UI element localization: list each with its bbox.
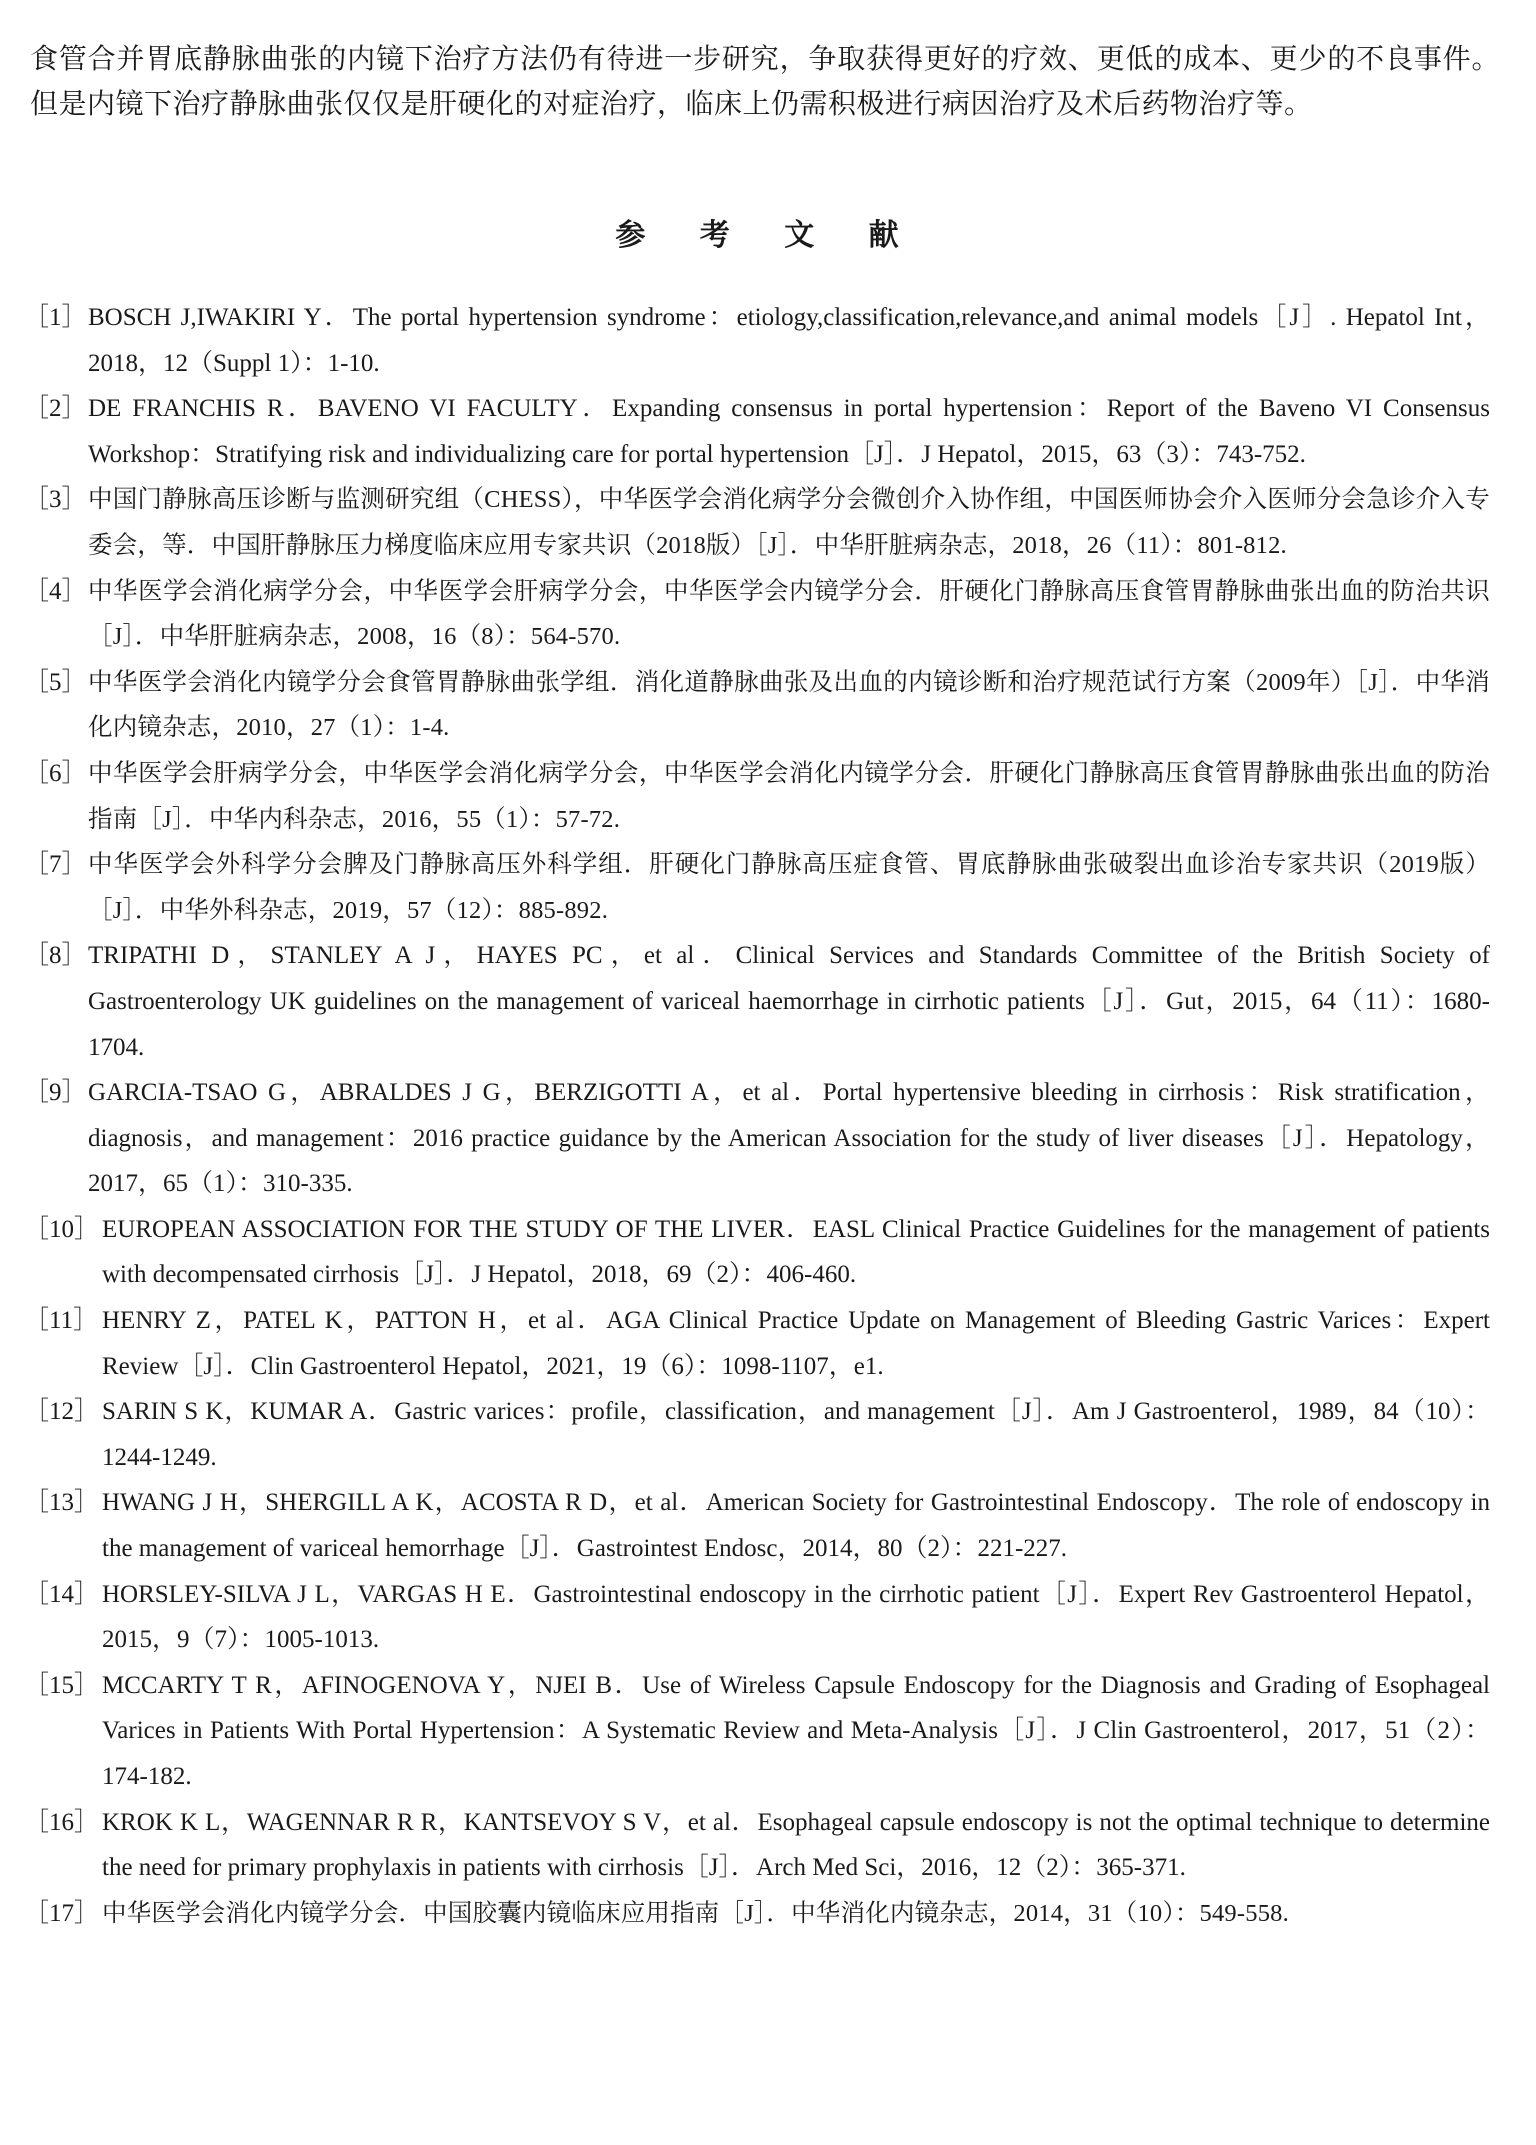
reference-item xyxy=(24,386,1490,477)
reference-number: ［10］ xyxy=(24,1215,100,1243)
intro-paragraph: 食管合并胃底静脉曲张的内镜下治疗方法仍有待进一步研究，争取获得更好的疗效、更低的成本、更少的不良事件。但是内镜下治疗静脉曲张仅仅是肝硬化的对症治疗，临床上仍需积极进行病因治疗及术后药物治疗等。 xyxy=(30,42,1500,120)
reference-item xyxy=(24,933,1490,1070)
reference-item xyxy=(24,751,1490,842)
reference-text: 中华医学会消化内镜学分会．中国胶囊内镜临床应用指南［J］．中华消化内镜杂志，2014，31（10）：549-558. xyxy=(102,1899,1289,1927)
reference-text: TRIPATHI D，STANLEY A J，HAYES PC，et al．Clinical Services and Standards Committee of the British Society of Gastroenterology UK guidelines on the management of variceal haemorrhage in cirrhotic patients［J］．Gut，2015，64（11）：1680-1704. xyxy=(88,942,1490,1061)
reference-number: ［6］ xyxy=(24,759,87,787)
reference-number: ［3］ xyxy=(24,486,87,514)
reference-text: 中华医学会肝病学分会，中华医学会消化病学分会，中华医学会消化内镜学分会．肝硬化门静脉高压食管胃静脉曲张出血的防治指南［J］．中华内科杂志，2016，55（1）：57-72. xyxy=(88,759,1490,833)
reference-item xyxy=(24,660,1490,751)
reference-number: ［11］ xyxy=(24,1307,99,1335)
reference-item xyxy=(24,1800,1490,1891)
references-heading: 参 考 文 献 xyxy=(615,218,921,253)
reference-text: 中华医学会消化病学分会，中华医学会肝病学分会，中华医学会内镜学分会．肝硬化门静脉高压食管胃静脉曲张出血的防治共识［J］．中华肝脏病杂志，2008，16（8）：564-570. xyxy=(88,577,1490,651)
reference-number: ［15］ xyxy=(24,1671,100,1699)
reference-number: ［2］ xyxy=(24,395,87,423)
reference-number: ［14］ xyxy=(24,1580,100,1608)
reference-number: ［4］ xyxy=(24,577,87,605)
reference-number: ［7］ xyxy=(24,851,87,879)
reference-list xyxy=(24,295,1490,1936)
reference-number: ［16］ xyxy=(24,1808,100,1836)
reference-text: KROK K L，WAGENNAR R R，KANTSEVOY S V，et al．Esophageal capsule endoscopy is not the optimal technique to determine the need for primary prophylaxis in patients with cirrhosis［J］．Arch Med Sci，2016，12（2）：365-371. xyxy=(102,1808,1490,1882)
reference-item xyxy=(24,1070,1490,1207)
reference-number: ［9］ xyxy=(24,1079,87,1107)
reference-number: ［5］ xyxy=(24,668,87,696)
reference-item xyxy=(24,1663,1490,1800)
reference-text: HWANG J H，SHERGILL A K，ACOSTA R D，et al．American Society for Gastrointestinal Endoscopy．The role of endoscopy in the management of variceal hemorrhage［J］．Gastrointest Endosc，2014，80（2）：221-227. xyxy=(102,1489,1490,1563)
reference-number: ［8］ xyxy=(24,942,87,970)
reference-number: ［13］ xyxy=(24,1489,100,1517)
reference-number: ［17］ xyxy=(24,1899,100,1927)
reference-item xyxy=(24,1298,1490,1389)
reference-text: DE FRANCHIS R．BAVENO VI FACULTY．Expanding consensus in portal hypertension：Report of the Baveno VI Consensus Workshop：Stratifying risk and individualizing care for portal hypertension［J］．J Hepatol，2015，63（3）：743-752. xyxy=(88,395,1490,468)
reference-text: 中华医学会消化内镜学分会食管胃静脉曲张学组．消化道静脉曲张及出血的内镜诊断和治疗规范试行方案（2009年）［J］．中华消化内镜杂志，2010，27（1）：1-4. xyxy=(88,668,1490,742)
reference-item xyxy=(24,1891,1490,1937)
reference-number: ［1］ xyxy=(24,304,87,331)
reference-item xyxy=(24,1572,1490,1663)
reference-text: MCCARTY T R，AFINOGENOVA Y，NJEI B．Use of Wireless Capsule Endoscopy for the Diagnosis and Grading of Esophageal Varices in Patients With Portal Hypertension：A Systematic Review and Meta-Analysis［J］．J Clin Gastroenterol，2017，51（2）：174-182. xyxy=(102,1671,1490,1790)
reference-text: HENRY Z，PATEL K，PATTON H，et al．AGA Clinical Practice Update on Management of Bleeding Gastric Varices：Expert Review［J］．Clin Gastroenterol Hepatol，2021，19（6）：1098-1107，e1. xyxy=(102,1307,1490,1380)
reference-item xyxy=(24,569,1490,660)
reference-text: GARCIA-TSAO G，ABRALDES J G，BERZIGOTTI A，et al．Portal hypertensive bleeding in cirrhosis：Risk stratification，diagnosis，and management：2016 practice guidance by the American Association for the study of liver diseases［J］．Hepatology，2017，65（1）：310-335. xyxy=(88,1079,1490,1198)
reference-item xyxy=(24,295,1490,386)
reference-text: 中国门静脉高压诊断与监测研究组（CHESS），中华医学会消化病学分会微创介入协作组，中国医师协会介入医师分会急诊介入专委会，等．中国肝静脉压力梯度临床应用专家共识（2018版）［J］．中华肝脏病杂志，2018，26（11）：801-812. xyxy=(88,486,1490,559)
reference-text: HORSLEY-SILVA J L，VARGAS H E．Gastrointestinal endoscopy in the cirrhotic patient［J］．Expert Rev Gastroenterol Hepatol，2015，9（7）：1005-1013. xyxy=(102,1580,1490,1654)
reference-text: SARIN S K，KUMAR A．Gastric varices：profile，classification，and management［J］．Am J Gastroenterol，1989，84（10）：1244-1249. xyxy=(102,1398,1490,1471)
reference-item xyxy=(24,1389,1490,1480)
reference-item xyxy=(24,1207,1490,1298)
reference-item xyxy=(24,1480,1490,1571)
reference-item xyxy=(24,477,1490,568)
reference-text: BOSCH J,IWAKIRI Y．The portal hypertension syndrome：etiology,classification,relevance,and animal models［J］. Hepatol Int，2018，12（Suppl 1）：1-10. xyxy=(88,304,1490,377)
reference-text: EUROPEAN ASSOCIATION FOR THE STUDY OF THE LIVER．EASL Clinical Practice Guidelines for the management of patients with decompensated cirrhosis［J］．J Hepatol，2018，69（2）：406-460. xyxy=(102,1215,1490,1289)
reference-number: ［12］ xyxy=(24,1398,100,1426)
reference-text: 中华医学会外科学分会脾及门静脉高压外科学组．肝硬化门静脉高压症食管、胃底静脉曲张破裂出血诊治专家共识（2019版）［J］．中华外科杂志，2019，57（12）：885-892. xyxy=(88,851,1490,924)
reference-item xyxy=(24,842,1490,933)
